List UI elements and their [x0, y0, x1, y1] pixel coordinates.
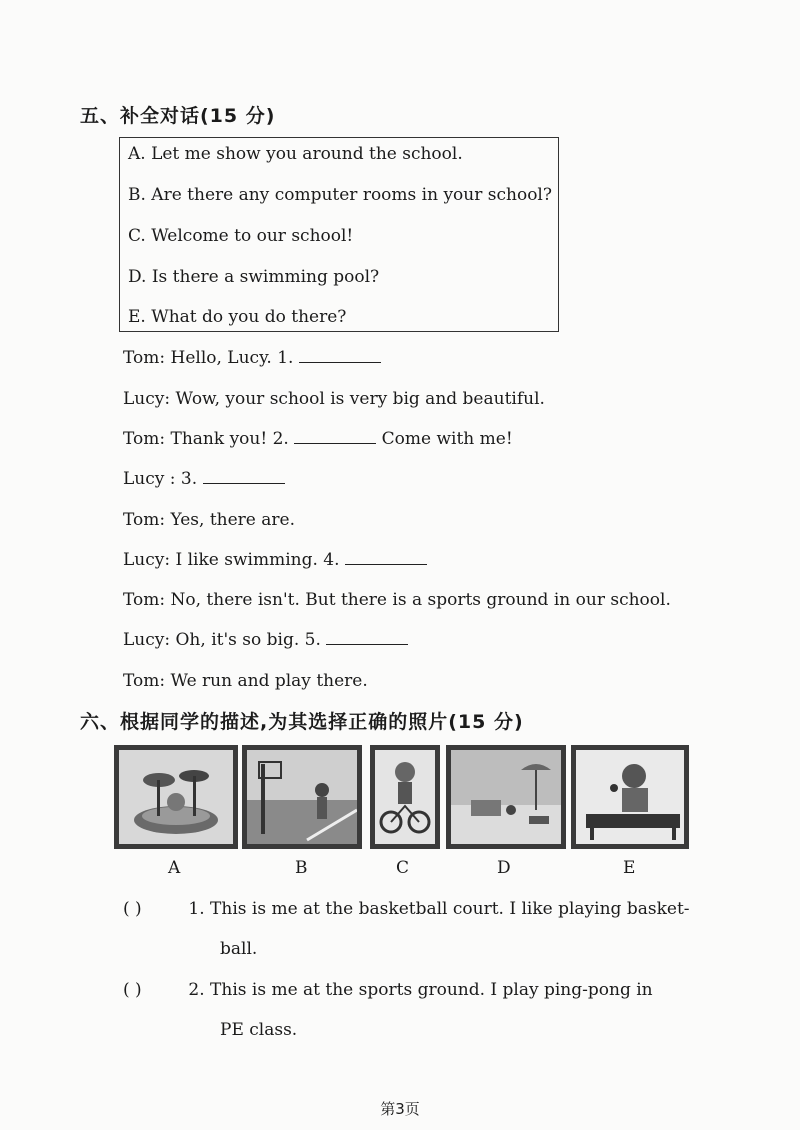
option-b: B. Are there any computer rooms in your school? [128, 185, 552, 205]
question-text: 1. This is me at the basketball court. I like playing basket- [188, 899, 690, 919]
question-1 [123, 899, 690, 919]
photo-a-garden [114, 745, 238, 849]
dialogue-text: Tom: Yes, there are. [123, 510, 296, 530]
answer-blank-3[interactable] [203, 469, 285, 484]
answer-paren-2[interactable]: ( ) [123, 980, 142, 1000]
answer-paren-1[interactable]: ( ) [123, 899, 142, 919]
dialogue-text: Tom: No, there isn't. But there is a sports ground in our school. [123, 590, 671, 610]
dialogue-text: Lucy: Oh, it's so big. 5. [123, 630, 321, 650]
section6-title: 六、根据同学的描述,为其选择正确的照片(15 分) [80, 711, 524, 733]
question-2-cont: PE class. [220, 1020, 298, 1040]
dialogue-line-4 [123, 469, 285, 489]
question-1-cont: ball. [220, 939, 258, 959]
dialogue-line-5 [123, 510, 295, 530]
dialogue-line-6 [123, 550, 427, 570]
dialogue-line-3 [123, 429, 513, 449]
photo-d-beach [446, 745, 566, 849]
option-d: D. Is there a swimming pool? [128, 267, 380, 287]
section5-title: 五、补全对话(15 分) [80, 105, 276, 127]
answer-blank-4[interactable] [345, 550, 427, 565]
photo-strip [114, 745, 689, 855]
photo-label-b: B [295, 858, 308, 878]
dialogue-line-9 [123, 671, 368, 691]
option-e: E. What do you do there? [128, 307, 347, 327]
question-text: 2. This is me at the sports ground. I play ping-pong in [188, 980, 653, 1000]
dialogue-line-1 [123, 348, 381, 368]
option-a: A. Let me show you around the school. [128, 144, 463, 164]
options-box [119, 137, 559, 332]
photo-label-c: C [396, 858, 410, 878]
option-c: C. Welcome to our school! [128, 226, 354, 246]
dialogue-line-8 [123, 630, 408, 650]
dialogue-text: Tom: Hello, Lucy. 1. [123, 348, 294, 368]
dialogue-text-after: Come with me! [381, 429, 513, 449]
dialogue-text: Lucy : 3. [123, 469, 198, 489]
photo-c-cycling [370, 745, 440, 849]
dialogue-text: Tom: We run and play there. [123, 671, 368, 691]
answer-blank-5[interactable] [326, 630, 408, 645]
answer-blank-1[interactable] [299, 348, 381, 363]
page-number: 第3页 [380, 1100, 420, 1118]
photo-b-basketball-court [242, 745, 362, 849]
dialogue-text: Lucy: I like swimming. 4. [123, 550, 340, 570]
photo-label-e: E [623, 858, 636, 878]
dialogue-text: Tom: Thank you! 2. [123, 429, 289, 449]
photo-e-ping-pong [571, 745, 689, 849]
photo-label-d: D [497, 858, 511, 878]
photo-label-a: A [168, 858, 181, 878]
dialogue-line-2 [123, 389, 545, 409]
dialogue-text: Lucy: Wow, your school is very big and beautiful. [123, 389, 545, 409]
dialogue-line-7 [123, 590, 671, 610]
answer-blank-2[interactable] [294, 429, 376, 444]
question-2 [123, 980, 653, 1000]
